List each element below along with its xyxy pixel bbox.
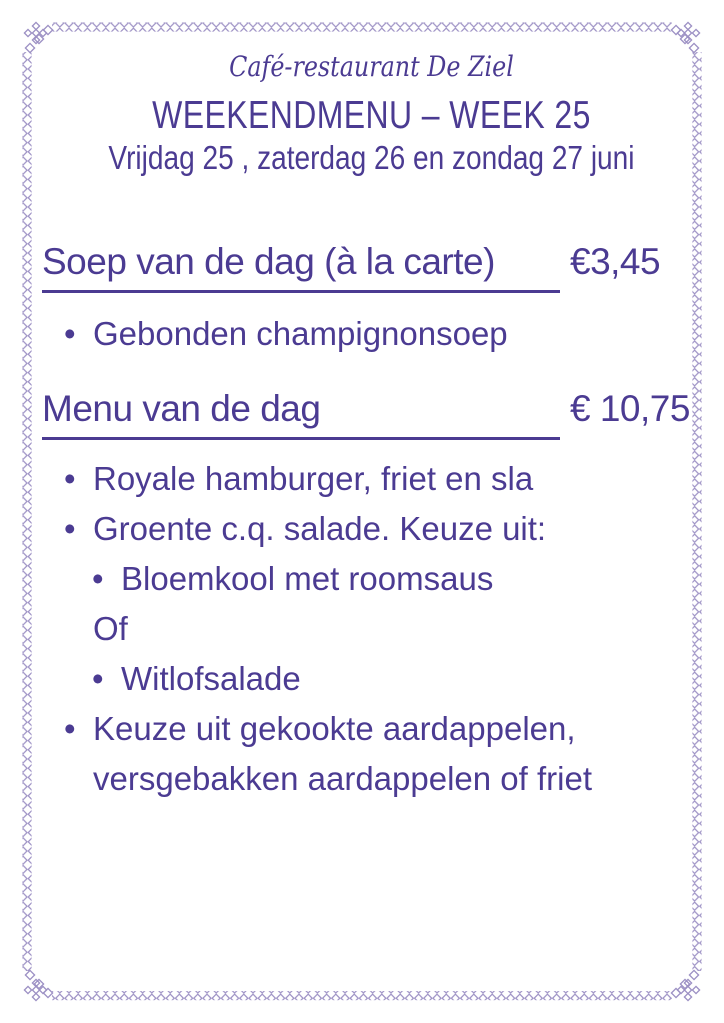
soup-item-list [42,309,700,359]
daymenu-heading-text: Menu van de dag [42,387,320,440]
bullet-icon: • [64,710,76,747]
menu-title-text: WEEKENDMENU – WEEK 25 [151,94,591,137]
menu-item [42,504,700,554]
daymenu-price: € 10,75 [570,388,690,429]
menu-item-text: Groente c.q. salade. Keuze uit: [93,510,547,547]
menu-item-text: Keuze uit gekookte aardappelen, versgebakken aardappelen of friet [93,710,592,797]
menu-subtitle-text: Vrijdag 25 , zaterdag 26 en zondag 27 juni [107,139,635,176]
bullet-icon: • [64,510,76,547]
soup-heading-underline [495,240,560,293]
bullet-icon: • [64,460,76,497]
restaurant-name-text: Café-restaurant De Ziel [228,50,514,83]
daymenu-heading-underline [320,387,560,440]
menu-title [42,94,700,138]
soup-price: €3,45 [570,241,661,282]
daymenu-section-heading [42,387,700,440]
soup-section-heading [42,240,700,293]
menu-item [42,454,700,504]
menu-item-text: Witlofsalade [121,660,301,697]
menu-item-text: Gebonden champignonsoep [93,315,508,352]
bullet-icon: • [64,315,76,352]
daymenu-item-list [42,454,700,804]
soup-heading-text: Soep van de dag (à la carte) [42,240,495,293]
menu-item [42,704,700,804]
menu-content [42,50,700,804]
menu-item [42,309,700,359]
bullet-icon: • [92,560,104,597]
menu-subitem [42,554,700,604]
menu-item-text: Bloemkool met roomsaus [121,560,494,597]
menu-subitem [42,654,700,704]
restaurant-name [42,50,700,84]
menu-subtitle [42,138,700,178]
choice-connector: Of [93,610,128,647]
menu-item-text: Royale hamburger, friet en sla [93,460,534,497]
bullet-icon: • [92,660,104,697]
